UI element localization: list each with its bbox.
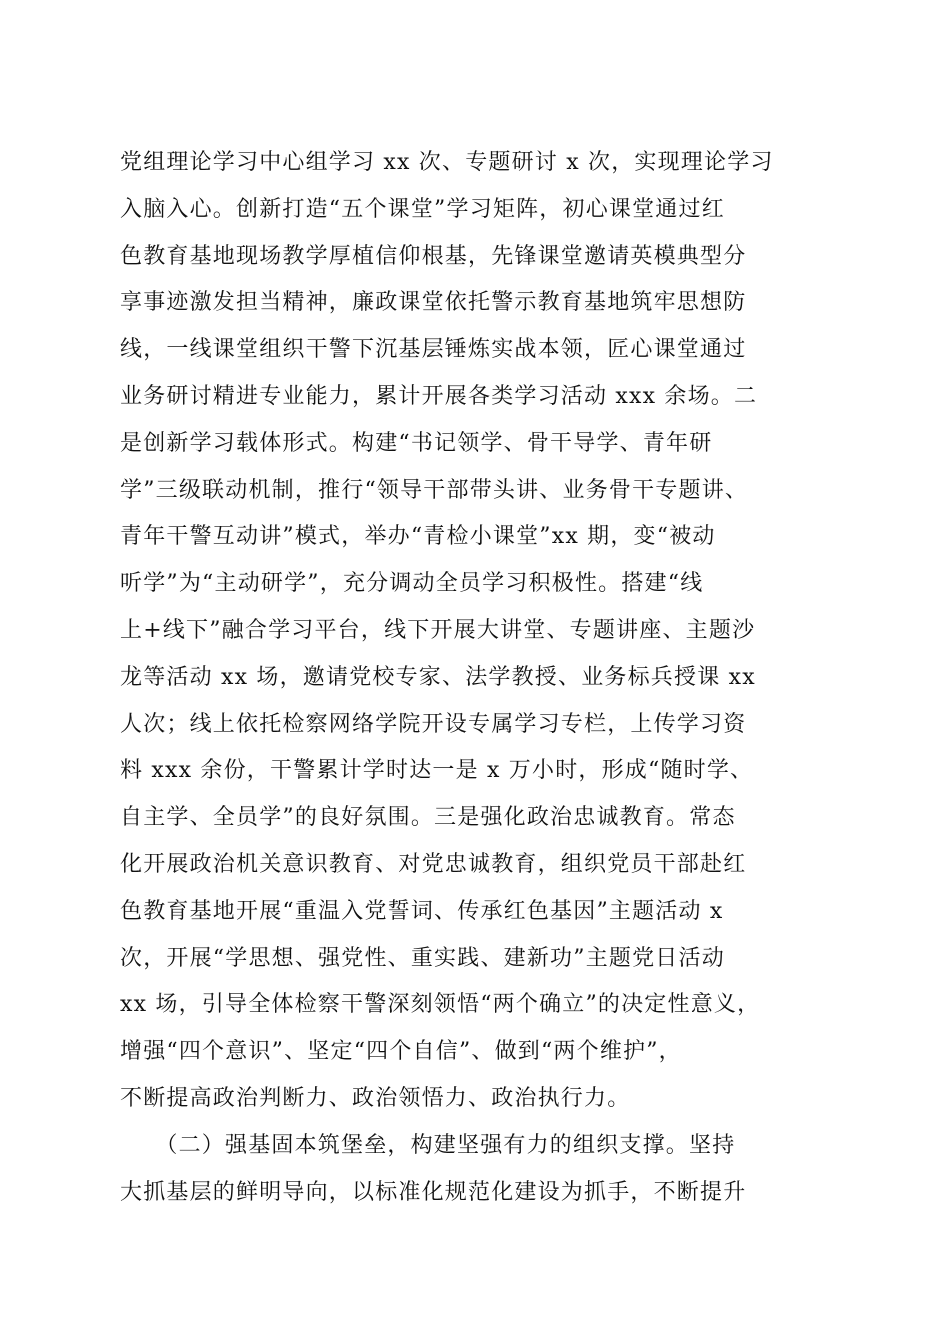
body-line: 是创新学习载体形式。构建“书记领学、骨干导学、青年研 [120, 430, 713, 456]
body-line: 听学”为“主动研学”，充分调动全员学习积极性。搭建“线 [120, 571, 704, 597]
body-line: 不断提高政治判断力、政治领悟力、政治执行力。 [120, 1085, 631, 1111]
section-heading-line: （二）强基固本筑堡垒，构建坚强有力的组织支撑。坚持 [120, 1132, 736, 1158]
document-body [120, 140, 840, 1216]
body-line: 线，一线课堂组织干警下沉基层锤炼实战本领，匠心课堂通过 [120, 337, 747, 363]
body-line: 龙等活动 xx 场，邀请党校专家、法学教授、业务标兵授课 xx [120, 664, 756, 690]
body-line: 化开展政治机关意识教育、对党忠诚教育，组织党员干部赴红 [120, 851, 747, 877]
body-line: 党组理论学习中心组学习 xx 次、专题研讨 x 次，实现理论学习 [120, 150, 774, 175]
body-line: 入脑入心。创新打造“五个课堂”学习矩阵，初心课堂通过红 [120, 196, 725, 222]
body-line: 享事迹激发担当精神，廉政课堂依托警示教育基地筑牢思想防 [120, 290, 747, 316]
body-line: 上+线下”融合学习平台，线下开展大讲堂、专题讲座、主题沙 [120, 617, 756, 643]
body-line: 大抓基层的鲜明导向，以标准化规范化建设为抓手，不断提升 [120, 1179, 747, 1205]
body-line: 增强“四个意识”、坚定“四个自信”、做到“两个维护”， [120, 1039, 682, 1065]
body-line: 色教育基地现场教学厚植信仰根基，先锋课堂邀请英模典型分 [120, 243, 747, 269]
body-line: 人次；线上依托检察网络学院开设专属学习专栏，上传学习资 [120, 711, 747, 737]
body-line: 学”三级联动机制，推行“领导干部带头讲、业务骨干专题讲、 [120, 477, 749, 503]
body-line: 次，开展“学思想、强党性、重实践、建新功”主题党日活动 [120, 945, 725, 971]
body-line: 青年干警互动讲”模式，举办“青检小课堂”xx 期，变“被动 [120, 524, 716, 550]
body-line: 料 xxx 余份，干警累计学时达一是 x 万小时，形成“随时学、 [120, 758, 754, 784]
body-line: 业务研讨精进专业能力，累计开展各类学习活动 xxx 余场。二 [120, 383, 758, 409]
body-line: 自主学、全员学”的良好氛围。三是强化政治忠诚教育。常态 [120, 805, 736, 831]
body-line: 色教育基地开展“重温入党誓词、传承红色基因”主题活动 x [120, 898, 724, 924]
body-line: xx 场，引导全体检察干警深刻领悟“两个确立”的决定性意义， [120, 992, 761, 1018]
